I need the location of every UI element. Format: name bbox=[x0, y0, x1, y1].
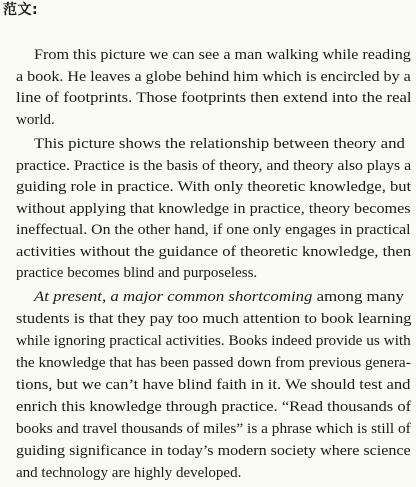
text-line: practice becomes blind and purposeless. bbox=[16, 265, 258, 281]
text-line: This picture shows the relationship between theory and bbox=[34, 136, 405, 152]
text-line bbox=[34, 287, 404, 307]
text-line: without applying that knowledge in practice, theory becomes bbox=[16, 200, 411, 217]
text-line: and technology are highly developed. bbox=[16, 465, 242, 481]
text-line: a book. He leaves a globe behind him which is encircled by a bbox=[16, 68, 411, 85]
text-line: guiding significance in today’s modern society where science bbox=[16, 443, 411, 459]
text-line: From this picture we can see a man walking while reading bbox=[34, 47, 411, 63]
section-heading: 范文: bbox=[3, 2, 39, 18]
text-line: practice. Practice is the basis of theory, and theory also plays a bbox=[16, 157, 412, 174]
text-line: world. bbox=[16, 111, 55, 128]
text-line: the knowledge that has been passed down from previous genera- bbox=[16, 355, 411, 371]
text-line: tions, but we can’t have blind faith in it. We should test and bbox=[16, 377, 411, 393]
text-line: ineffectual. On the other hand, if one only engages in practical bbox=[16, 222, 411, 238]
text-line: line of footprints. Those footprints then extend into the real bbox=[16, 90, 412, 106]
text-line: enrich this knowledge through practice. “Read thousands of bbox=[16, 399, 412, 415]
text-line: while ignoring practical activities. Books indeed provide us with bbox=[16, 333, 411, 349]
text-span: among many bbox=[312, 289, 404, 305]
text-line: activities without the guidance of theoretic knowledge, then bbox=[16, 243, 412, 260]
italic-phrase: At present, a major common shortcoming bbox=[34, 289, 313, 305]
text-line: guiding role in practice. With only theoretic knowledge, but bbox=[16, 179, 412, 195]
text-line: students is that they pay too much attention to book learning bbox=[16, 311, 412, 327]
text-line: books and travel thousands of miles” is a phrase which is still of bbox=[16, 421, 411, 437]
